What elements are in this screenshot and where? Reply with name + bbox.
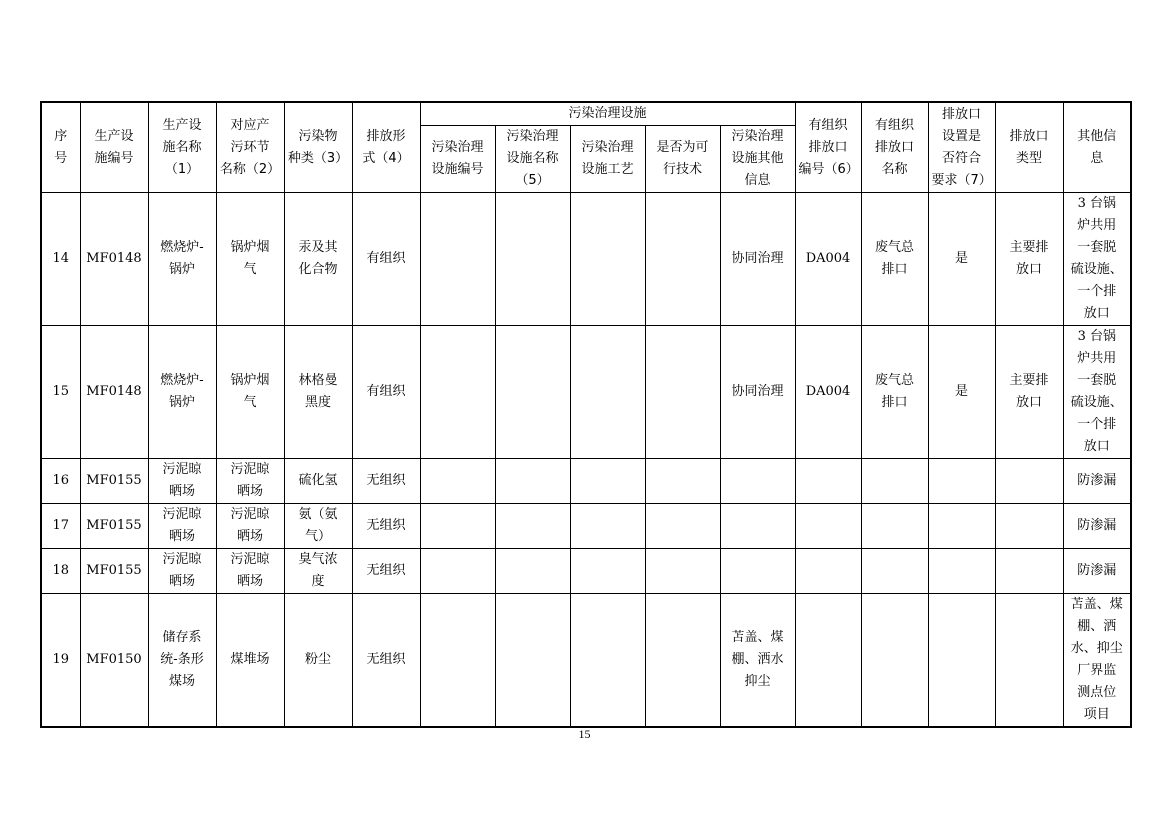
cell-link-name: 污泥晾 晒场 xyxy=(216,549,284,594)
cell-t-other: 协同治理 xyxy=(720,326,795,459)
header-seq: 序 号 xyxy=(41,102,80,193)
table-row xyxy=(41,504,1131,549)
cell-emission-form: 无组织 xyxy=(352,594,420,728)
cell-outlet-name xyxy=(861,549,928,594)
cell-t-process xyxy=(570,549,645,594)
cell-pollutant: 硫化氢 xyxy=(284,459,352,504)
cell-outlet-no xyxy=(795,459,861,504)
cell-t-process xyxy=(570,594,645,728)
cell-pollutant: 粉尘 xyxy=(284,594,352,728)
cell-equip-no: MF0155 xyxy=(80,504,148,549)
cell-pollutant: 氨（氨 气） xyxy=(284,504,352,549)
header-t-process: 污染治理 设施工艺 xyxy=(570,126,645,193)
cell-emission-form: 有组织 xyxy=(352,193,420,326)
cell-t-name xyxy=(495,326,570,459)
cell-outlet-type xyxy=(995,549,1063,594)
cell-seq: 18 xyxy=(41,549,80,594)
table-body xyxy=(41,193,1131,728)
cell-outlet-type: 主要排 放口 xyxy=(995,326,1063,459)
cell-t-feasible xyxy=(645,326,720,459)
cell-t-no xyxy=(420,549,495,594)
cell-seq: 15 xyxy=(41,326,80,459)
cell-other: 防渗漏 xyxy=(1063,459,1131,504)
cell-other: 防渗漏 xyxy=(1063,549,1131,594)
cell-t-feasible xyxy=(645,459,720,504)
cell-t-other xyxy=(720,459,795,504)
table-row xyxy=(41,193,1131,326)
cell-t-other xyxy=(720,504,795,549)
header-equip-no: 生产设 施编号 xyxy=(80,102,148,193)
cell-link-name: 污泥晾 晒场 xyxy=(216,504,284,549)
cell-link-name: 煤堆场 xyxy=(216,594,284,728)
header-outlet-name: 有组织 排放口 名称 xyxy=(861,102,928,193)
page-number: 15 xyxy=(578,727,591,741)
cell-outlet-type xyxy=(995,459,1063,504)
cell-seq: 19 xyxy=(41,594,80,728)
cell-seq: 17 xyxy=(41,504,80,549)
cell-outlet-ok xyxy=(928,459,995,504)
cell-outlet-name: 废气总 排口 xyxy=(861,193,928,326)
cell-equip-name: 储存系 统-条形 煤场 xyxy=(148,594,216,728)
cell-t-no xyxy=(420,459,495,504)
cell-equip-name: 燃烧炉- 锅炉 xyxy=(148,326,216,459)
cell-pollutant: 林格曼 黑度 xyxy=(284,326,352,459)
cell-t-no xyxy=(420,326,495,459)
cell-t-feasible xyxy=(645,549,720,594)
header-treatment-group: 污染治理设施 xyxy=(420,102,795,126)
header-outlet-ok: 排放口 设置是 否符合 要求（7） xyxy=(928,102,995,193)
cell-outlet-type: 主要排 放口 xyxy=(995,193,1063,326)
cell-t-name xyxy=(495,504,570,549)
cell-t-name xyxy=(495,594,570,728)
cell-equip-name: 污泥晾 晒场 xyxy=(148,504,216,549)
cell-t-name xyxy=(495,459,570,504)
cell-outlet-type xyxy=(995,504,1063,549)
cell-other: 苫盖、煤 棚、洒 水、抑尘 厂界监 测点位 项目 xyxy=(1063,594,1131,728)
cell-seq: 16 xyxy=(41,459,80,504)
cell-t-no xyxy=(420,594,495,728)
table-row xyxy=(41,459,1131,504)
header-t-no: 污染治理 设施编号 xyxy=(420,126,495,193)
cell-outlet-name xyxy=(861,504,928,549)
header-emission-form: 排放形 式（4） xyxy=(352,102,420,193)
header-other: 其他信 息 xyxy=(1063,102,1131,193)
cell-outlet-no xyxy=(795,594,861,728)
header-link-name: 对应产 污环节 名称（2） xyxy=(216,102,284,193)
cell-outlet-ok: 是 xyxy=(928,193,995,326)
table-row xyxy=(41,549,1131,594)
cell-t-feasible xyxy=(645,594,720,728)
header-t-feasible: 是否为可 行技术 xyxy=(645,126,720,193)
cell-t-process xyxy=(570,459,645,504)
cell-link-name: 污泥晾 晒场 xyxy=(216,459,284,504)
cell-outlet-no xyxy=(795,504,861,549)
cell-outlet-ok: 是 xyxy=(928,326,995,459)
cell-outlet-ok xyxy=(928,504,995,549)
cell-equip-name: 污泥晾 晒场 xyxy=(148,459,216,504)
cell-t-no xyxy=(420,193,495,326)
header-t-name: 污染治理 设施名称 （5） xyxy=(495,126,570,193)
cell-emission-form: 无组织 xyxy=(352,549,420,594)
header-equip-name: 生产设 施名称 （1） xyxy=(148,102,216,193)
cell-outlet-name xyxy=(861,459,928,504)
cell-emission-form: 有组织 xyxy=(352,326,420,459)
cell-t-feasible xyxy=(645,193,720,326)
header-outlet-no: 有组织 排放口 编号（6） xyxy=(795,102,861,193)
header-pollutant: 污染物 种类（3） xyxy=(284,102,352,193)
cell-emission-form: 无组织 xyxy=(352,459,420,504)
cell-t-feasible xyxy=(645,504,720,549)
cell-equip-no: MF0150 xyxy=(80,594,148,728)
cell-equip-name: 燃烧炉- 锅炉 xyxy=(148,193,216,326)
header-t-other: 污染治理 设施其他 信息 xyxy=(720,126,795,193)
cell-t-other: 协同治理 xyxy=(720,193,795,326)
cell-other: 3 台锅 炉共用 一套脱 硫设施、 一个排 放口 xyxy=(1063,193,1131,326)
cell-pollutant: 汞及其 化合物 xyxy=(284,193,352,326)
cell-seq: 14 xyxy=(41,193,80,326)
cell-t-name xyxy=(495,549,570,594)
cell-link-name: 锅炉烟 气 xyxy=(216,193,284,326)
cell-equip-no: MF0148 xyxy=(80,193,148,326)
cell-other: 防渗漏 xyxy=(1063,504,1131,549)
cell-equip-no: MF0148 xyxy=(80,326,148,459)
cell-outlet-ok xyxy=(928,594,995,728)
cell-outlet-no: DA004 xyxy=(795,193,861,326)
cell-link-name: 锅炉烟 气 xyxy=(216,326,284,459)
emission-table xyxy=(40,101,1132,728)
cell-outlet-no xyxy=(795,549,861,594)
cell-outlet-name xyxy=(861,594,928,728)
cell-outlet-name: 废气总 排口 xyxy=(861,326,928,459)
cell-equip-no: MF0155 xyxy=(80,459,148,504)
cell-other: 3 台锅 炉共用 一套脱 硫设施、 一个排 放口 xyxy=(1063,326,1131,459)
cell-outlet-type xyxy=(995,594,1063,728)
table-row xyxy=(41,326,1131,459)
cell-t-other: 苫盖、煤 棚、洒水 抑尘 xyxy=(720,594,795,728)
cell-t-process xyxy=(570,326,645,459)
cell-t-no xyxy=(420,504,495,549)
cell-equip-no: MF0155 xyxy=(80,549,148,594)
cell-outlet-ok xyxy=(928,549,995,594)
cell-pollutant: 臭气浓 度 xyxy=(284,549,352,594)
cell-equip-name: 污泥晾 晒场 xyxy=(148,549,216,594)
cell-t-process xyxy=(570,504,645,549)
cell-t-other xyxy=(720,549,795,594)
cell-t-name xyxy=(495,193,570,326)
table-row xyxy=(41,594,1131,728)
cell-t-process xyxy=(570,193,645,326)
cell-emission-form: 无组织 xyxy=(352,504,420,549)
header-outlet-type: 排放口 类型 xyxy=(995,102,1063,193)
cell-outlet-no: DA004 xyxy=(795,326,861,459)
